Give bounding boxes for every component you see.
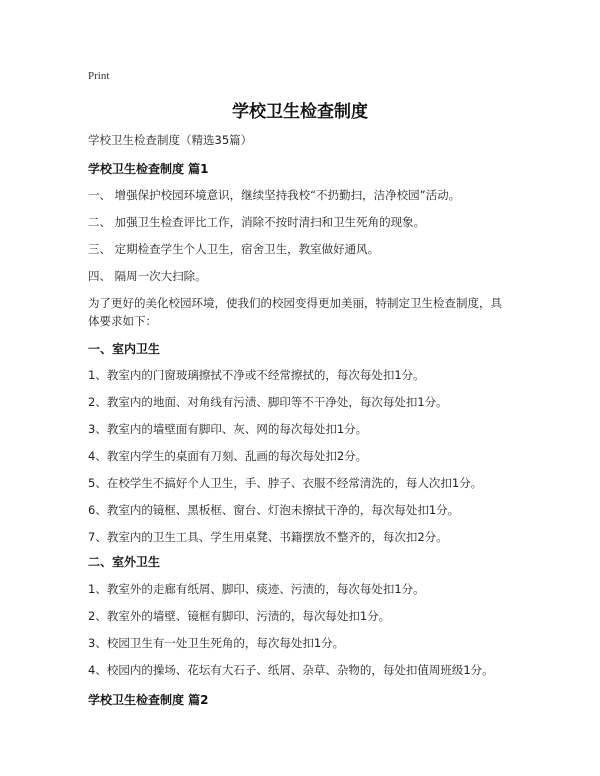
list-item: 3、校园卫生有一处卫生死角的，每次每处扣1分。 — [88, 636, 345, 650]
list-item: 7、教室内的卫生工具、学生用桌凳、书籍摆放不整齐的，每次扣2分。 — [88, 530, 448, 544]
list-item: 四、 隔周一次大扫除。 — [88, 269, 207, 283]
subtitle: 学校卫生检查制度（精选35篇） — [88, 133, 253, 147]
list-item: 一、 增强保护校园环境意识，继续坚持我校“不扔勤扫，洁净校园”活动。 — [88, 188, 461, 202]
list-item: 6、教室内的镜框、黑板框、窗台、灯泡未擦拭干净的，每次每处扣1分。 — [88, 503, 460, 517]
list-item: 3、教室内的墙壁面有脚印、灰、网的每次每处扣1分。 — [88, 422, 368, 436]
page-title: 学校卫生检查制度 — [232, 102, 368, 122]
list-item: 5、在校学生不搞好个人卫生，手、脖子、衣服不经常清洗的，每人次扣1分。 — [88, 476, 483, 490]
list-item: 三、 定期检查学生个人卫生，宿舍卫生，教室做好通风。 — [88, 242, 380, 256]
intro-paragraph: 为了更好的美化校园环境，使我们的校园变得更加美丽，特制定卫生检查制度，具体要求如下： — [88, 296, 502, 328]
list-item: 1、教室外的走廊有纸屑、脚印、痰迹、污渍的，每次每处扣1分。 — [88, 582, 425, 596]
list-item: 4、校园内的操场、花坛有大石子、纸屑、杂草、杂物的，每处扣值周班级1分。 — [88, 663, 494, 677]
print-link[interactable]: Print — [88, 70, 110, 82]
indoor-heading: 一、室内卫生 — [88, 342, 161, 356]
list-item: 1、教室内的门窗玻璃擦拭不净或不经常擦拭的，每次每处扣1分。 — [88, 368, 425, 382]
list-item: 2、教室外的墙壁、镜框有脚印、污渍的，每次每处扣1分。 — [88, 609, 391, 623]
list-item: 二、 加强卫生检查评比工作，消除不按时清扫和卫生死角的现象。 — [88, 215, 426, 229]
list-item: 2、教室内的地面、对角线有污渍、脚印等不干净处，每次每处扣1分。 — [88, 395, 448, 409]
section-heading-1: 学校卫生检查制度 篇1 — [88, 162, 209, 176]
outdoor-heading: 二、室外卫生 — [88, 555, 161, 569]
section-heading-2: 学校卫生检查制度 篇2 — [88, 693, 209, 707]
list-item: 4、教室内学生的桌面有刀刻、乱画的每次每处扣2分。 — [88, 449, 368, 463]
